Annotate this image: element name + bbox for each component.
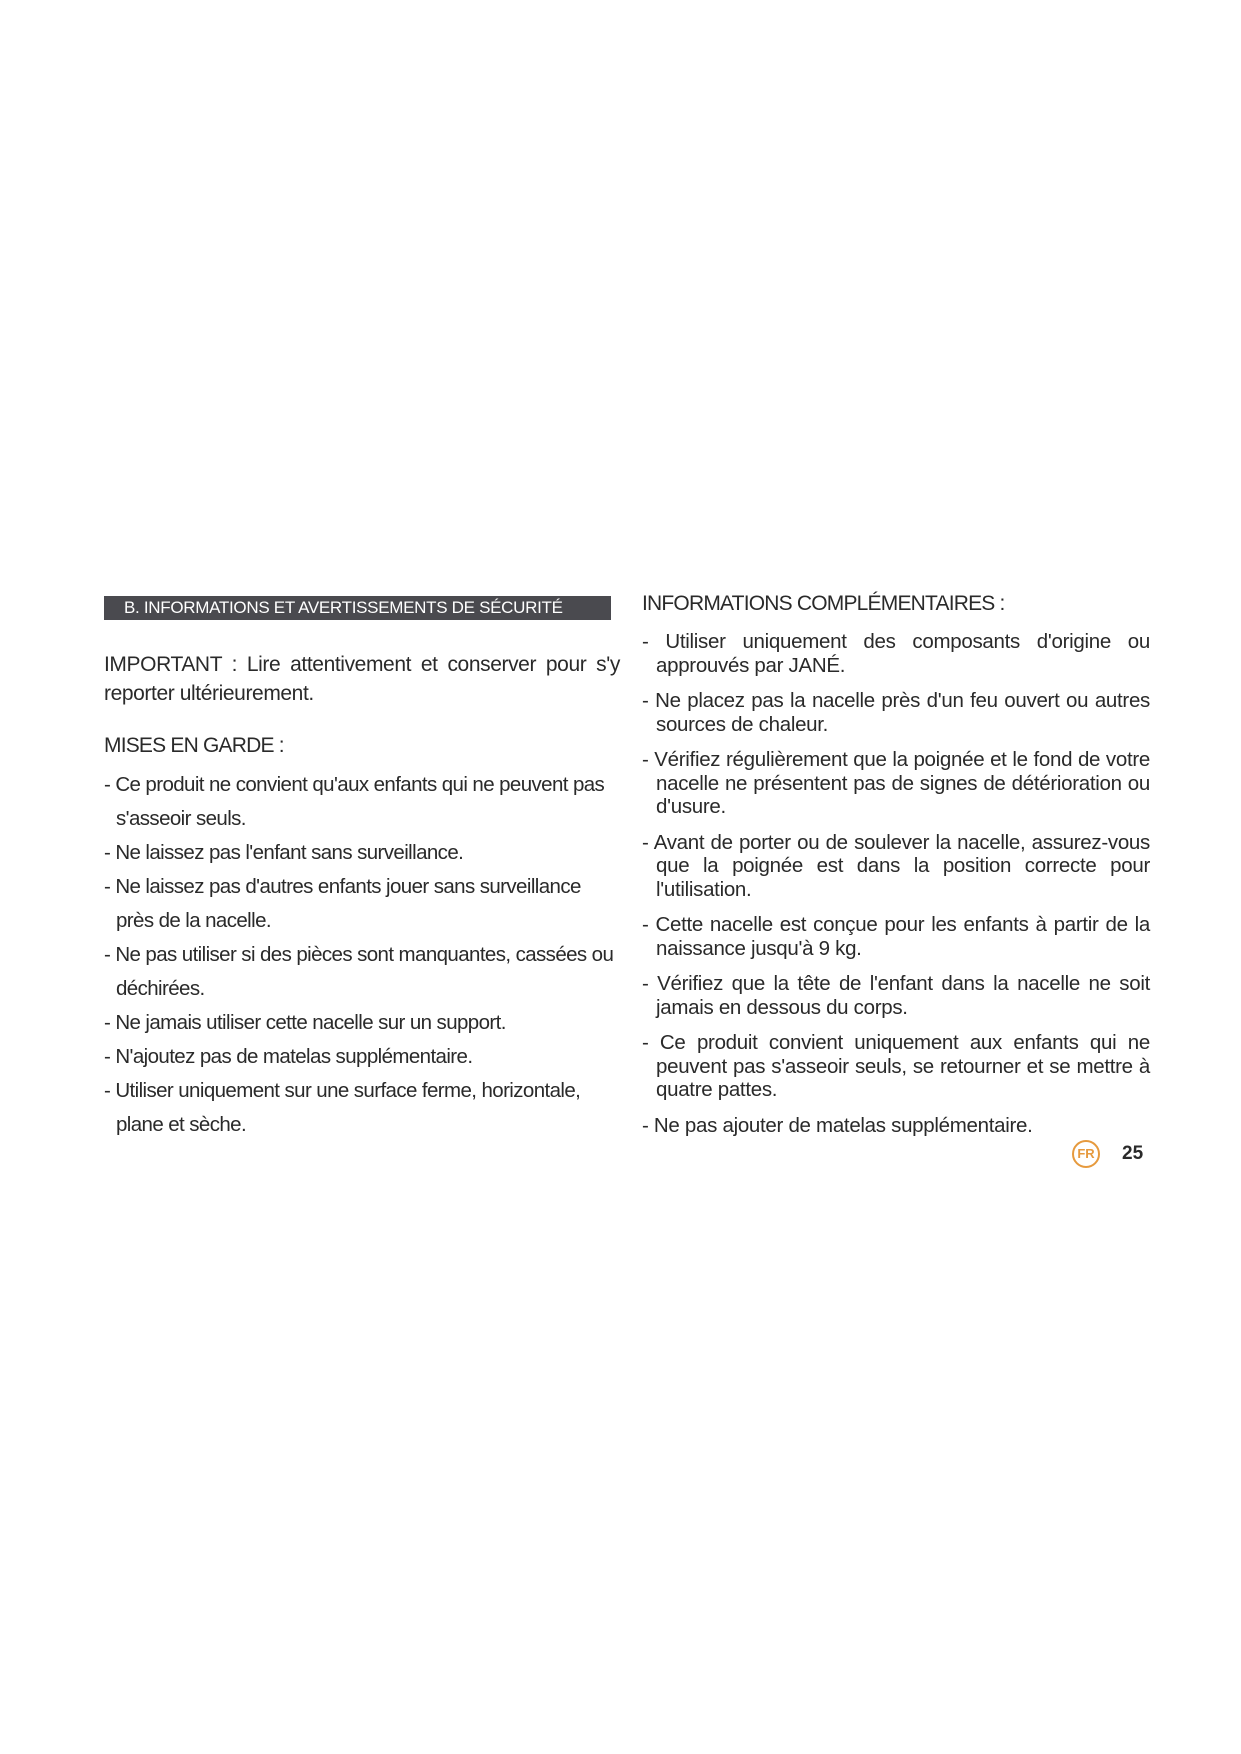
important-notice [104,650,620,708]
info-item: - Avant de porter ou de soulever la nacelle, assurez-vous que la poignée est dans la position correcte pour l'utilisation. [642,830,1150,901]
left-column [104,596,620,1142]
warning-item: - Ne laissez pas d'autres enfants jouer sans surveillance près de la nacelle. [104,875,581,932]
section-title: B. INFORMATIONS ET AVERTISSEMENTS DE SÉCURITÉ [104,596,611,620]
page-footer [1072,1140,1143,1168]
warning-item: - Ne laissez pas l'enfant sans surveillance. [104,841,464,864]
info-item: - Utiliser uniquement des composants d'origine ou approuvés par JANÉ. [642,630,1150,677]
info-item: - Ne placez pas la nacelle près d'un feu ouvert ou autres sources de chaleur. [642,689,1150,736]
warnings-heading: MISES EN GARDE : [104,734,284,757]
info-item: - Cette nacelle est conçue pour les enfants à partir de la naissance jusqu'à 9 kg. [642,913,1150,960]
warning-item: - Ne jamais utiliser cette nacelle sur un support. [104,1011,506,1034]
warning-item: - Ne pas utiliser si des pièces sont manquantes, cassées ou déchirées. [104,943,614,1000]
important-label: IMPORTANT [104,653,222,676]
page-number: 25 [1122,1143,1144,1164]
important-text: : Lire attentivement et conserver pour s'y reporter ultérieurement. [104,653,620,705]
right-column [642,592,1150,1149]
warning-item: - N'ajoutez pas de matelas supplémentaire. [104,1045,473,1068]
complementary-list [642,630,1150,1137]
warning-item: - Utiliser uniquement sur une surface ferme, horizontale, plane et sèche. [104,1079,581,1136]
info-item: - Ne pas ajouter de matelas supplémentaire. [642,1113,1033,1137]
complementary-heading: INFORMATIONS COMPLÉMENTAIRES : [642,592,1005,615]
language-badge-icon: FR [1072,1140,1100,1168]
warning-item: - Ce produit ne convient qu'aux enfants qui ne peuvent pas s'asseoir seuls. [104,773,605,830]
info-item: - Vérifiez régulièrement que la poignée et le fond de votre nacelle ne présentent pas de signes de détérioration ou d'usure. [642,748,1150,818]
info-item: - Vérifiez que la tête de l'enfant dans la nacelle ne soit jamais en dessous du corps. [642,972,1150,1019]
info-item: - Ce produit convient uniquement aux enfants qui ne peuvent pas s'asseoir seuls, se retourner et se mettre à quatre pattes. [642,1031,1150,1101]
warnings-list [104,768,620,1142]
